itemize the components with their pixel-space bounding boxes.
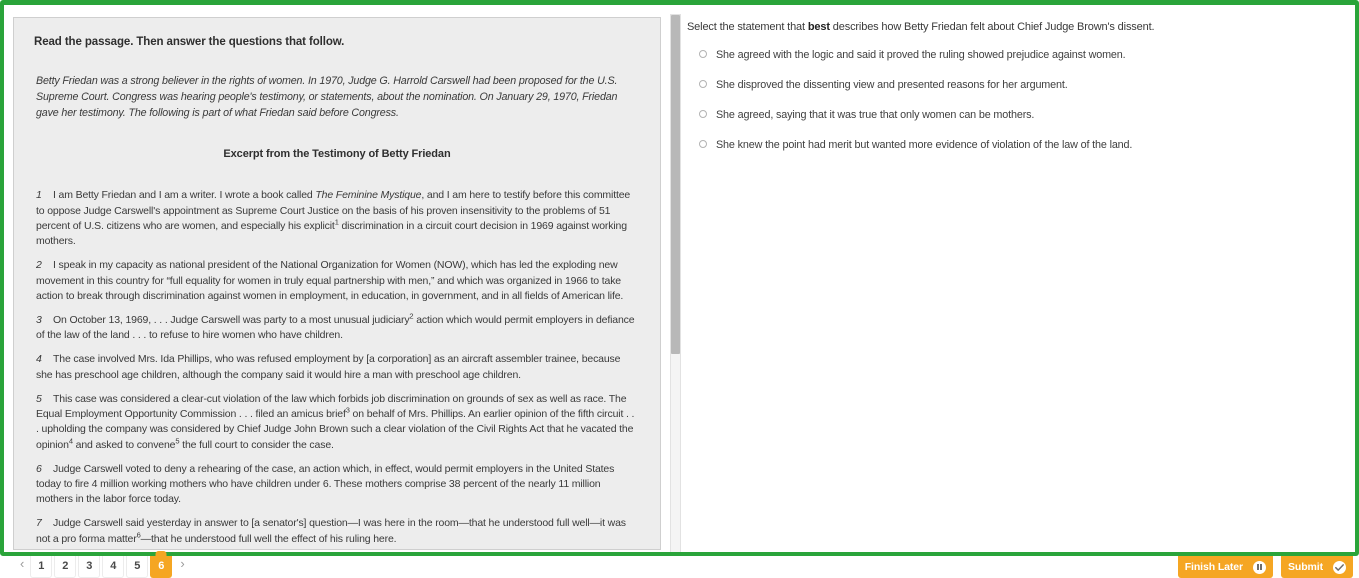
footnote-marker: 6 [136,530,141,540]
bottom-bar [0,556,1359,572]
answer-choice-c[interactable] [699,108,1353,122]
paragraph-number: 1 [36,189,42,202]
answer-choice-label: She agreed, saying that it was true that only women can be mothers. [716,109,1035,122]
paragraph-number: 5 [36,392,42,405]
finish-later-button[interactable] [1178,556,1273,578]
passage-instruction: Read the passage. Then answer the questions that follow. [34,36,345,48]
passage-paragraph [36,352,638,382]
next-page-icon[interactable]: › [180,556,185,571]
paragraph-number: 4 [36,353,42,366]
paragraph-number: 2 [36,259,42,272]
passage-panel[interactable] [13,17,661,550]
paragraph-number: 7 [36,517,42,530]
passage-intro: Betty Friedan was a strong believer in the rights of women. In 1970, Judge G. Harrold Carswell had been proposed for the U.S. Supreme Court. Congress was hearing people's testimony, or statements, about the nomination. On January 29, 1970, Friedan gave her testimony. The following is part of what Friedan said before Congress. [36,75,618,119]
radio-button-icon[interactable] [699,80,707,88]
paragraph-text: Judge Carswell said yesterday in answer to [a senator's] question—I was here in the room—that he understood full well—it was not a pro forma matter [36,517,626,545]
footnote-marker: 2 [409,311,414,321]
question-pager [14,556,191,572]
action-buttons [1170,556,1353,572]
paragraph-text: On October 13, 1969, . . . Judge Carswell was party to a most unusual judiciary [53,314,410,327]
paragraph-text: I speak in my capacity as national president of the National Organization for Women (NOW), which has led the exploding new movement in this country for “full equality for women in truly equal partnership with men,” and which was organized in 1966 to take action to break through discrimination against women in employment, in education, in government, and in all fields of American life. [36,259,624,302]
paragraph-text: Judge Carswell voted to deny a rehearing of the case, an action which, in effect, would permit employers in the United States today to fire 4 million working mothers who have children under 6. These mothers comprise 38 percent of the nearly 11 million mothers in the labor force today. [36,462,615,506]
footnote-marker: 1 [334,217,339,227]
paragraph-number: 3 [36,314,42,327]
answer-choice-label: She knew the point had merit but wanted more evidence of violation of the law of the land. [716,139,1133,152]
stem-text-after: describes how Betty Friedan felt about Chief Judge Brown's dissent. [829,21,1155,33]
passage-content [24,36,650,550]
finish-later-label: Finish Later [1184,561,1244,573]
footnote-marker: 4 [68,436,73,446]
answer-choice-label: She disproved the dissenting view and presented reasons for her argument. [716,79,1068,92]
pager-page-2[interactable]: 2 [54,556,76,578]
pager-page-3[interactable]: 3 [78,556,100,578]
passage-paragraph [36,516,638,546]
paragraph-text: I am Betty Friedan and I am a writer. I wrote a book called [53,189,316,202]
answer-choice-d[interactable] [699,138,1353,152]
pager-page-6-active[interactable]: 6 [150,556,172,578]
answer-choices [699,48,1353,152]
submit-button[interactable] [1281,556,1353,578]
paragraph-number: 6 [36,462,42,475]
paragraph-tail: action which would permit employers in defiance of the law of the land . . . to refuse to hire women who have children. [36,314,635,342]
paragraph-tail: discrimination in a circuit court decision in 1969 against working mothers. [36,219,627,248]
answer-choice-label: She agreed with the logic and said it proved the ruling showed prejudice against women. [716,49,1126,61]
answer-choice-a[interactable] [699,48,1353,62]
paragraph-tail: on behalf of Mrs. Phillips. An earlier opinion of the fifth circuit . . . upholding the company was considered by Chief Judge John Brown such a clear violation of the Civil Rights Act that he vacated the opinion [36,408,635,451]
frame-inner [4,5,1355,552]
radio-button-icon[interactable] [699,140,707,148]
paragraph-text-cont: and asked to convene [72,438,176,451]
paragraph-tail: —that he understood full well the effect of his ruling here. [140,532,397,545]
prev-page-icon[interactable]: ‹ [20,556,25,571]
radio-button-icon[interactable] [699,110,707,118]
paragraph-text: This case was considered a clear-cut violation of the law which forbids job discrimination on grounds of sex as well as race. The Equal Employment Opportunity Commission . . . filed an amicus brief [36,392,627,421]
answer-choice-b[interactable] [699,78,1353,92]
passage-paragraph [36,462,638,508]
excerpt-title: Excerpt from the Testimony of Betty Friedan [223,148,451,161]
scrollbar-thumb[interactable] [671,15,680,354]
passage-paragraph [36,188,638,249]
passage-paragraph [36,392,638,453]
stem-text-before: Select the statement that [687,21,808,33]
passage-paragraph [36,258,638,304]
stem-emphasis: best [807,21,830,33]
book-title: The Feminine Mystique [315,189,422,202]
radio-button-icon[interactable] [699,50,707,58]
pager-page-1[interactable]: 1 [30,556,52,578]
passage-scrollbar[interactable] [670,14,681,552]
paragraph-text: The case involved Mrs. Ida Phillips, who was refused employment by [a corporation] as an aircraft assembler trainee, because she has preschool age children, although the company said it would hire a man with preschool age children. [36,353,621,381]
pager-page-4[interactable]: 4 [102,556,124,578]
paragraph-end: the full court to consider the case. [179,438,334,451]
paragraph-text-cont: , and I am here to testify before this committee to oppose Judge Carswell's appointment as Supreme Court Justice on the basis of his proven insensitivity to the problems of 51 percent of U.S. citizens who are women, and especially his explicit [36,189,631,232]
question-stem [687,21,1353,33]
submit-label: Submit [1288,561,1323,573]
footnote-marker: 5 [175,436,180,446]
question-panel [687,17,1353,550]
pager-page-5[interactable]: 5 [126,556,148,578]
passage-paragraph [36,313,638,343]
footnote-marker: 3 [345,405,350,415]
passage-paragraphs [24,188,650,550]
